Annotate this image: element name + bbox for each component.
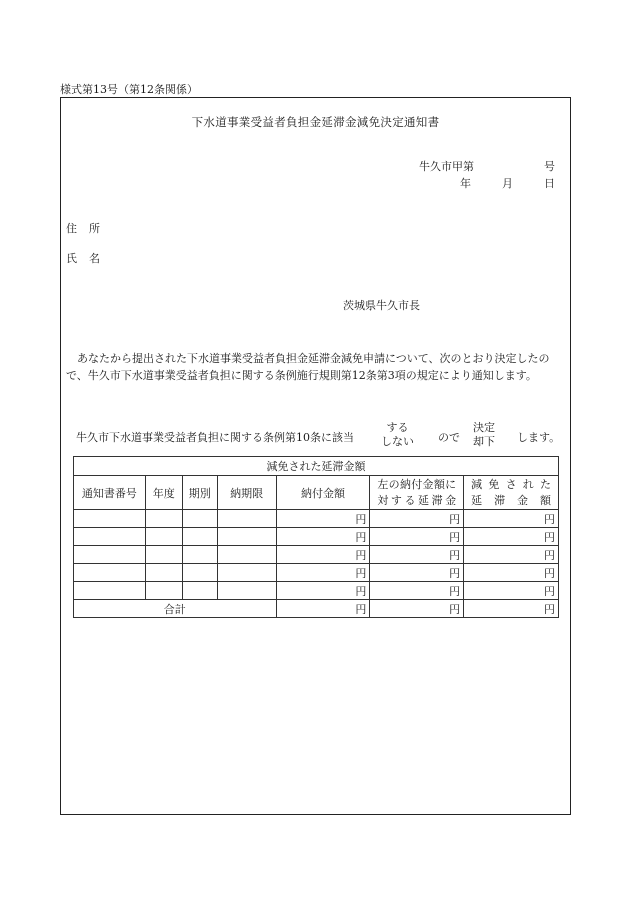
cell-exempt: 円 [464, 564, 559, 582]
header-deadline: 納期限 [217, 476, 276, 510]
cell-exempt: 円 [464, 582, 559, 600]
decision-suffix: します。 [517, 431, 561, 444]
total-label: 合計 [74, 600, 277, 618]
cell-paid: 円 [276, 510, 370, 528]
date-year: 年 [460, 177, 471, 190]
cell-paid: 円 [276, 546, 370, 564]
cell-paid: 円 [276, 564, 370, 582]
decision-line [76, 419, 566, 451]
header-late-line1: 左の納付金額に [377, 477, 457, 491]
total-exempt: 円 [464, 600, 559, 618]
cell-year [145, 564, 182, 582]
header-paid: 納付金額 [276, 476, 370, 510]
header-late-fee [370, 476, 464, 510]
cell-exempt: 円 [464, 528, 559, 546]
table-row [74, 528, 559, 546]
table-total-row [74, 600, 559, 618]
table-row [74, 510, 559, 528]
cell-year [145, 546, 182, 564]
table-row [74, 564, 559, 582]
cell-notice-no [74, 546, 146, 564]
header-exempt-line2: 延滞金額 [471, 493, 551, 507]
table-row [74, 582, 559, 600]
body-text: あなたから提出された下水道事業受益者負担金延滞金減免申請について、次のとおり決定したので、牛久市下水道事業受益者負担に関する条例施行規則第12条第3項の規定により通知します。 [66, 352, 550, 382]
header-notice-no: 通知書番号 [74, 476, 146, 510]
cell-exempt: 円 [464, 546, 559, 564]
cell-period [182, 510, 217, 528]
cell-notice-no [74, 510, 146, 528]
header-period: 期別 [182, 476, 217, 510]
cell-year [145, 528, 182, 546]
applicability-choice [381, 421, 414, 449]
cell-deadline [217, 528, 276, 546]
date-day: 日 [544, 177, 555, 190]
cell-notice-no [74, 582, 146, 600]
cell-late-fee: 円 [370, 510, 464, 528]
cell-period [182, 564, 217, 582]
header-late-line2: 対する延滞金 [377, 493, 457, 507]
decision-lead: 牛久市下水道事業受益者負担に関する条例第10条に該当 [76, 431, 354, 444]
cell-paid: 円 [276, 528, 370, 546]
doc-number-suffix: 号 [544, 160, 555, 173]
cell-late-fee: 円 [370, 582, 464, 600]
header-exempt [464, 476, 559, 510]
cell-period [182, 528, 217, 546]
option-suru: する [386, 421, 409, 434]
decision-choice [473, 421, 495, 449]
cell-period [182, 582, 217, 600]
cell-year [145, 582, 182, 600]
cell-year [145, 510, 182, 528]
table-row [74, 546, 559, 564]
cell-notice-no [74, 528, 146, 546]
issue-date [460, 175, 555, 191]
total-late-fee: 円 [370, 600, 464, 618]
table-caption: 減免された延滞金額 [74, 457, 559, 476]
cell-deadline [217, 564, 276, 582]
cell-exempt: 円 [464, 510, 559, 528]
cell-deadline [217, 546, 276, 564]
name-row [66, 250, 112, 266]
doc-number-prefix: 牛久市甲第 [419, 160, 474, 173]
notice-title: 下水道事業受益者負担金延滞金減免決定通知書 [191, 115, 440, 129]
header-exempt-line1: 減免された [471, 477, 551, 491]
option-shinai: しない [381, 435, 414, 448]
header-year: 年度 [145, 476, 182, 510]
document-number [419, 158, 555, 174]
date-month: 月 [502, 177, 513, 190]
address-row [66, 220, 112, 236]
cell-late-fee: 円 [370, 546, 464, 564]
cell-deadline [217, 510, 276, 528]
option-kettei: 決定 [473, 421, 495, 434]
cell-period [182, 546, 217, 564]
cell-deadline [217, 582, 276, 600]
name-label: 氏名 [66, 252, 112, 265]
cell-late-fee: 円 [370, 528, 464, 546]
cell-paid: 円 [276, 582, 370, 600]
option-kyakka: 却下 [473, 435, 495, 448]
total-paid: 円 [276, 600, 370, 618]
table-header-row [74, 476, 559, 510]
issuer-mayor: 茨城県牛久市長 [343, 299, 420, 312]
form-label: 様式第13号（第12条関係） [60, 83, 198, 96]
notice-frame [60, 97, 571, 815]
cell-late-fee: 円 [370, 564, 464, 582]
decision-connector: ので [438, 431, 460, 444]
cell-notice-no [74, 564, 146, 582]
exemption-table [73, 456, 559, 618]
address-label: 住所 [66, 222, 112, 235]
